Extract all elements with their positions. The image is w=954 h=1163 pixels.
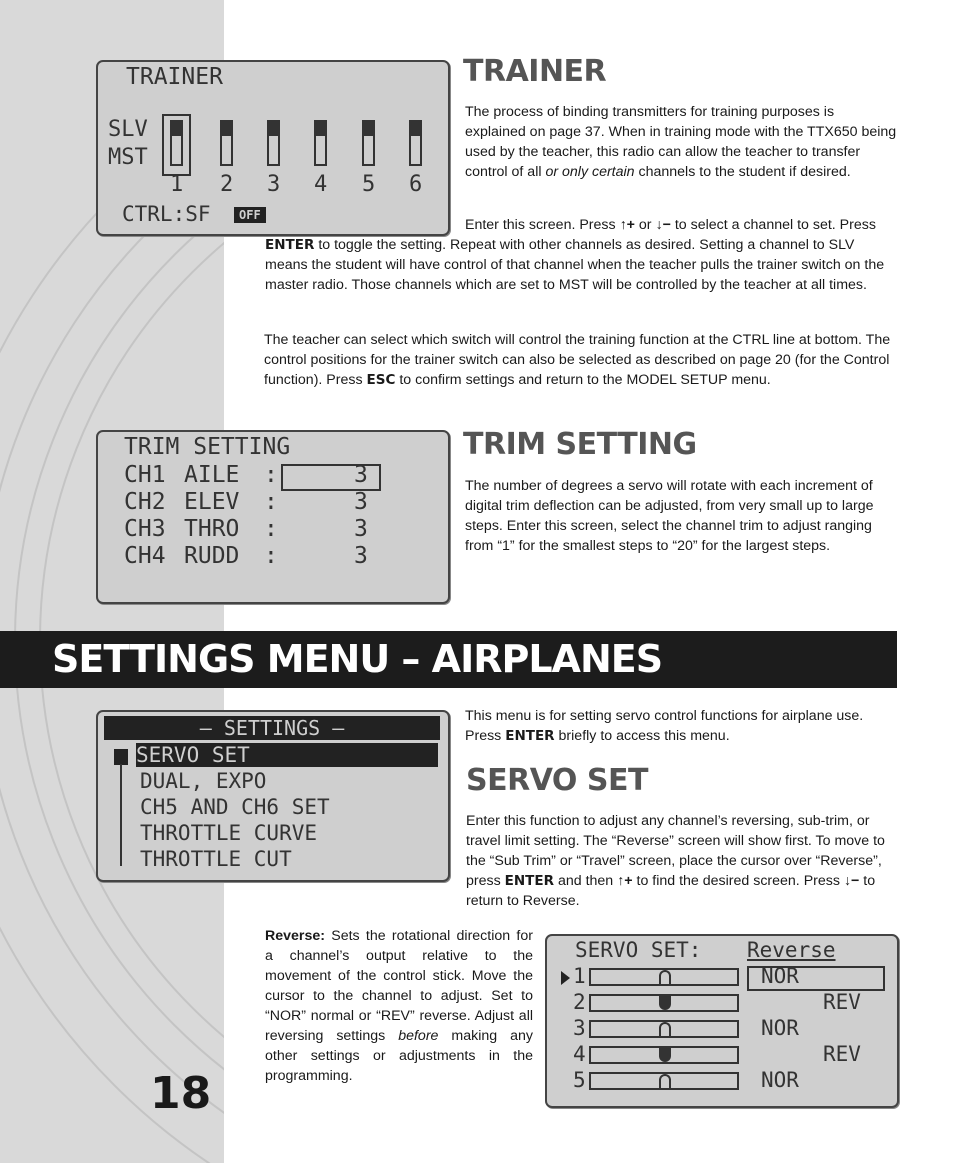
ctrl-label: CTRL:SF: [122, 202, 211, 226]
servo-lcd-screen: [545, 934, 899, 1108]
channel-number-2: 2: [220, 172, 234, 197]
channel-number-4: 4: [314, 172, 328, 197]
servo-lcd-title: SERVO SET:: [575, 938, 702, 962]
trim-lcd-title: TRIM SETTING: [124, 434, 291, 460]
servo-indicator-icon: [659, 1074, 671, 1088]
trainer-lcd-screen: [96, 60, 450, 236]
banner-title: SETTINGS MENU – AIRPLANES: [52, 637, 663, 681]
servo-lcd-mode[interactable]: Reverse: [747, 938, 836, 962]
ctrl-state-badge[interactable]: OFF: [234, 207, 266, 223]
settings-menu-item[interactable]: DUAL, EXPO: [140, 769, 267, 793]
trainer-heading: TRAINER: [463, 54, 607, 89]
up-plus-icon: ↑+: [619, 217, 635, 233]
trainer-paragraph-3: The teacher can select which switch will control the training function at the CTRL line at bottom. The control positions for the trainer switch can also be selected as described on page 20 (for the Control function). Press ESC to confirm settings and return to the MODEL SETUP menu.: [264, 332, 891, 388]
up-plus-icon: ↑+: [617, 873, 633, 889]
channel-number-1: 1: [170, 172, 184, 197]
trim-paragraph: The number of degrees a servo will rotate with each increment of digital trim deflection can be adjusted, from very small up to large steps. Enter this screen, select the channel trim to adjust ranging from “1” for the smallest steps to “20” for the largest steps.: [465, 478, 874, 554]
settings-cursor-line: [120, 764, 122, 866]
settings-menu-item[interactable]: THROTTLE CUT: [140, 847, 292, 871]
settings-lcd-title: – SETTINGS –: [104, 716, 440, 740]
trainer-paragraph-1: The process of binding transmitters for training purposes is explained on page 37. When in training mode with the TTX650 being used by the teacher, this radio can allow the teacher to transfer control of all or only certain channels to the student if desired.: [465, 104, 897, 180]
settings-lcd-screen: [96, 710, 450, 882]
servo-indicator-icon: [659, 1022, 671, 1036]
trainer-lcd-title: TRAINER: [126, 64, 223, 90]
servo-row[interactable]: 5 NOR: [573, 1068, 799, 1092]
channel-number-6: 6: [409, 172, 423, 197]
servo-paragraph: Enter this function to adjust any channel’s reversing, sub-trim, or travel limit setting. The “Reverse” screen will show first. To move to the “Sub Trim” or “Travel” screen, place the cursor over “Reverse”, press ENTER and then ↑+ to find the desired screen. Press ↓− to return to Reverse.: [466, 813, 885, 909]
trim-heading: TRIM SETTING: [463, 427, 697, 462]
channel-number-3: 3: [267, 172, 281, 197]
reverse-paragraph: Reverse: Sets the rotational direction for a channel’s output relative to the movement of the control stick. Move the cursor to the channel to adjust. Set to “NOR” normal or “REV” reverse. Adjust all reversing settings before making any other settings or adjustments in the programming.: [265, 928, 534, 1084]
mst-label: MST: [108, 145, 148, 170]
settings-menu-item[interactable]: THROTTLE CURVE: [140, 821, 318, 845]
settings-menu-item[interactable]: SERVO SET: [136, 743, 438, 767]
settings-paragraph: This menu is for setting servo control functions for airplane use. Press ENTER briefly to access this menu.: [465, 708, 864, 744]
section-banner: [0, 631, 897, 688]
channel-switch-4[interactable]: [314, 120, 327, 166]
servo-indicator-icon: [659, 996, 671, 1010]
channel-number-5: 5: [362, 172, 376, 197]
settings-menu-item[interactable]: CH5 AND CH6 SET: [140, 795, 330, 819]
row-pointer-icon: [561, 971, 570, 985]
settings-cursor-icon: [114, 749, 128, 765]
slv-label: SLV: [108, 117, 148, 142]
channel-switch-6[interactable]: [409, 120, 422, 166]
down-minus-icon: ↓−: [655, 217, 671, 233]
servo-row[interactable]: 3 NOR: [573, 1016, 799, 1040]
trainer-paragraph-2: Enter this screen. Press ↑+ or ↓− to select a channel to set. Press ENTER to toggle the setting. Repeat with other channels as desired. Setting a channel to SLV means the student will have control of that channel when the teacher pulls the trainer switch on the master radio. Those channels which are set to MST will be controlled by the teacher at all times.: [265, 217, 885, 293]
servo-heading: SERVO SET: [466, 763, 648, 798]
page-number: 18: [150, 1068, 212, 1119]
trim-lcd-screen: TRIM SETTING CH1 AILE : 3 CH2 ELEV : 3 CH3 THRO : 3 CH4 RUDD : 3: [96, 430, 450, 604]
servo-indicator-icon: [659, 1048, 671, 1062]
channel-switch-5[interactable]: [362, 120, 375, 166]
servo-row[interactable]: 2 REV: [573, 990, 861, 1014]
channel-switch-1[interactable]: [170, 120, 183, 166]
down-minus-icon: ↓−: [843, 873, 860, 889]
channel-switch-3[interactable]: [267, 120, 280, 166]
servo-row[interactable]: 4 REV: [573, 1042, 861, 1066]
servo-row[interactable]: 1 NOR: [573, 964, 799, 988]
servo-indicator-icon: [659, 970, 671, 984]
channel-switch-2[interactable]: [220, 120, 233, 166]
